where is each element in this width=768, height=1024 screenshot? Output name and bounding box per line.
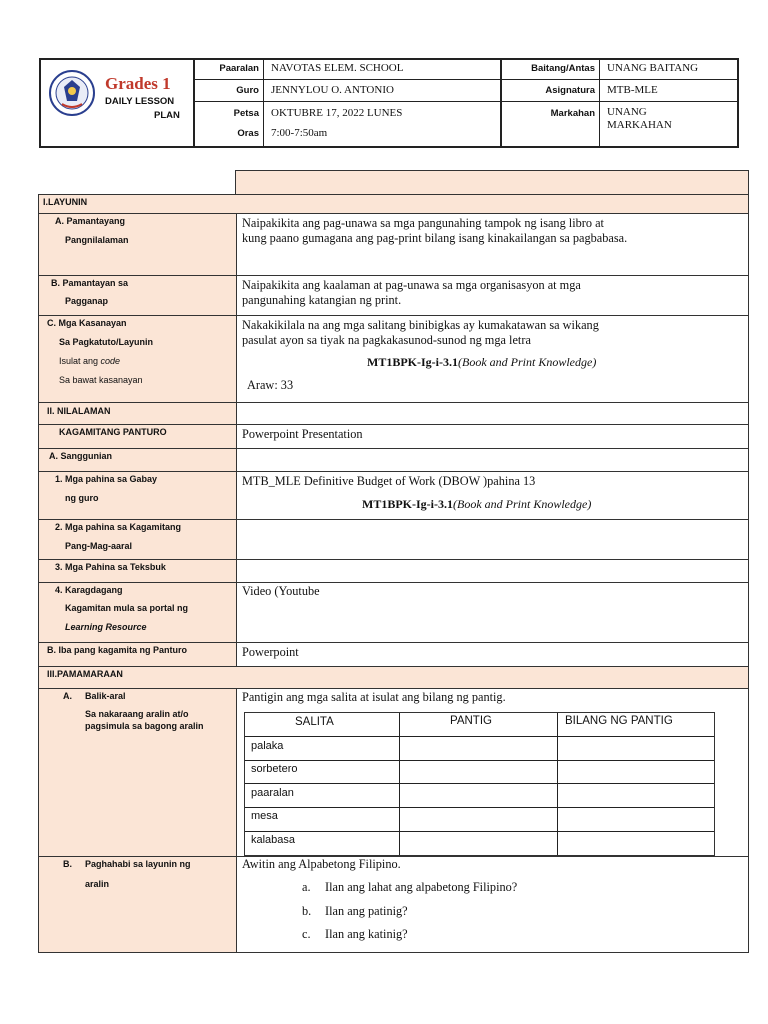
row-paghahabi [38, 857, 749, 953]
section-nilalaman [38, 403, 749, 425]
row-mga-kasanayan [38, 316, 749, 403]
row-letter: A. [63, 691, 72, 701]
column-header: PANTIG [450, 715, 492, 727]
petsa-label: Petsa [233, 108, 259, 119]
word-cell: mesa [251, 810, 278, 822]
row-label: A. Sanggunian [49, 451, 112, 461]
row-label: 4. Karagdagang [55, 585, 123, 595]
markahan-label: Markahan [550, 108, 595, 119]
grades-title: Grades 1 [105, 74, 171, 93]
row-karagdagang-kagamitan [38, 583, 749, 643]
row-label: pagsimula sa bagong aralin [85, 721, 204, 731]
daily-lesson-label: DAILY LESSON [105, 96, 175, 107]
row-iba-pang-kagamitan [38, 643, 749, 667]
code-bold: MT1BPK-Ig-i-3.1 [367, 355, 458, 369]
row-kagamitang-panturo [38, 425, 749, 449]
section-layunin [38, 194, 749, 214]
question-letter: a. [302, 880, 311, 894]
syllable-table [244, 712, 715, 856]
markahan-value-2: MARKAHAN [607, 119, 672, 131]
question-letter: c. [302, 927, 311, 941]
asignatura-label: Asignatura [545, 85, 595, 96]
row-text: Awitin ang Alpabetong Filipino. [242, 857, 401, 871]
row-label: A. Pamantayang [55, 216, 126, 226]
header-divider [263, 60, 264, 146]
competency-code [367, 355, 596, 370]
row-text: Naipakikita ang pag-unawa sa mga pangunahing tampok ng isang libro at [242, 216, 604, 230]
column-header: SALITA [295, 716, 334, 728]
row-label: Sa nakaraang aralin at/o [85, 709, 189, 719]
nilalaman-heading: II. NILALAMAN [47, 406, 111, 416]
code-bold: MT1BPK-Ig-i-3.1 [362, 497, 453, 511]
word-cell: paaralan [251, 787, 294, 799]
row-kagamitang-mag-aaral [38, 520, 749, 560]
logo-cell [41, 60, 195, 146]
row-text: kung paano gumagana ang pag-print bilang isang kinakailangan sa pagbabasa. [242, 231, 628, 245]
row-label: Sa bawat kasanayan [59, 375, 143, 385]
row-label: ng guro [65, 493, 99, 503]
code-italic: (Book and Print Knowledge) [453, 497, 592, 511]
deped-seal-icon [49, 70, 95, 116]
row-text: Pantigin ang mga salita at isulat ang bilang ng pantig. [242, 690, 506, 704]
petsa-value: OKTUBRE 17, 2022 LUNES [271, 107, 403, 119]
row-label: Pangnilalaman [65, 235, 129, 245]
row-pamantayan-pagganap [38, 276, 749, 316]
column-header: BILANG NG PANTIG [565, 715, 673, 727]
guro-value: JENNYLOU O. ANTONIO [271, 84, 394, 96]
header-divider [193, 101, 739, 102]
row-label: Sa Pagkatuto/Layunin [59, 337, 154, 347]
row-pamantayang-pangnilalaman [38, 214, 749, 276]
lesson-plan-header [39, 58, 739, 148]
label-part: code [100, 356, 121, 366]
row-letter: B. [63, 859, 72, 869]
row-text: Powerpoint Presentation [242, 427, 363, 441]
top-strip [235, 170, 749, 195]
row-text: Naipakikita ang kaalaman at pag-unawa sa mga organisasyon at mga [242, 278, 581, 292]
competency-code [362, 497, 591, 512]
row-label: KAGAMITANG PANTURO [59, 427, 167, 437]
question-text: Ilan ang patinig? [325, 904, 408, 918]
baitang-value: UNANG BAITANG [607, 62, 699, 74]
pamamaraan-heading: III.PAMAMARAAN [47, 669, 123, 679]
row-label: Pagganap [65, 296, 109, 306]
araw-text: Araw: 33 [247, 378, 294, 392]
row-label: 3. Mga Pahina sa Teksbuk [55, 562, 166, 572]
paaralan-label: Paaralan [219, 63, 259, 74]
row-label [59, 356, 120, 366]
question-text: Ilan ang katinig? [325, 927, 408, 941]
oras-value: 7:00-7:50am [271, 127, 328, 139]
label-part: Isulat ang [59, 356, 101, 366]
word-cell: sorbetero [251, 763, 298, 775]
question-letter: b. [302, 904, 312, 918]
row-label: B. Pamantayan sa [51, 278, 129, 288]
word-cell: palaka [251, 740, 284, 752]
row-label: 1. Mga pahina sa Gabay [55, 474, 158, 484]
row-label: aralin [85, 879, 110, 889]
row-teksbuk [38, 560, 749, 583]
row-label: Learning Resource [65, 622, 147, 632]
section-pamamaraan [38, 667, 749, 689]
row-text: MTB_MLE Definitive Budget of Work (DBOW )pahina 13 [242, 474, 536, 488]
row-text: Video (Youtube [242, 584, 320, 598]
word-cell: kalabasa [251, 834, 296, 846]
code-italic: (Book and Print Knowledge) [458, 355, 597, 369]
oras-label: Oras [237, 128, 259, 139]
header-divider [193, 79, 739, 80]
row-text: Powerpoint [242, 645, 299, 659]
row-text: Nakakikilala na ang mga salitang binibigkas ay kumakatawan sa wikang [242, 318, 599, 332]
row-text: pangunahing katangian ng print. [242, 293, 402, 307]
guro-label: Guro [236, 85, 259, 96]
row-text: pasulat ayon sa tiyak na pagkakasunod-sunod ng mga letra [242, 333, 531, 347]
row-label: C. Mga Kasanayan [47, 318, 127, 328]
row-label: Balik-aral [85, 691, 126, 701]
question-text: Ilan ang lahat ang alpabetong Filipino? [325, 880, 518, 894]
paaralan-value: NAVOTAS ELEM. SCHOOL [271, 62, 404, 74]
row-label: Paghahabi sa layunin ng [85, 859, 191, 869]
layunin-heading: I.LAYUNIN [43, 197, 88, 207]
asignatura-value: MTB-MLE [607, 84, 658, 96]
row-sanggunian [38, 449, 749, 472]
plan-label: PLAN [154, 110, 180, 121]
row-label: B. Iba pang kagamita ng Panturo [47, 645, 188, 655]
markahan-value-1: UNANG [607, 106, 647, 118]
row-label: Kagamitan mula sa portal ng [65, 603, 189, 613]
row-label: Pang-Mag-aaral [65, 541, 133, 551]
header-divider [599, 60, 600, 146]
row-label: 2. Mga pahina sa Kagamitang [55, 522, 182, 532]
baitang-label: Baitang/Antas [531, 63, 595, 74]
row-gabay-guro [38, 472, 749, 520]
header-divider [500, 60, 502, 146]
